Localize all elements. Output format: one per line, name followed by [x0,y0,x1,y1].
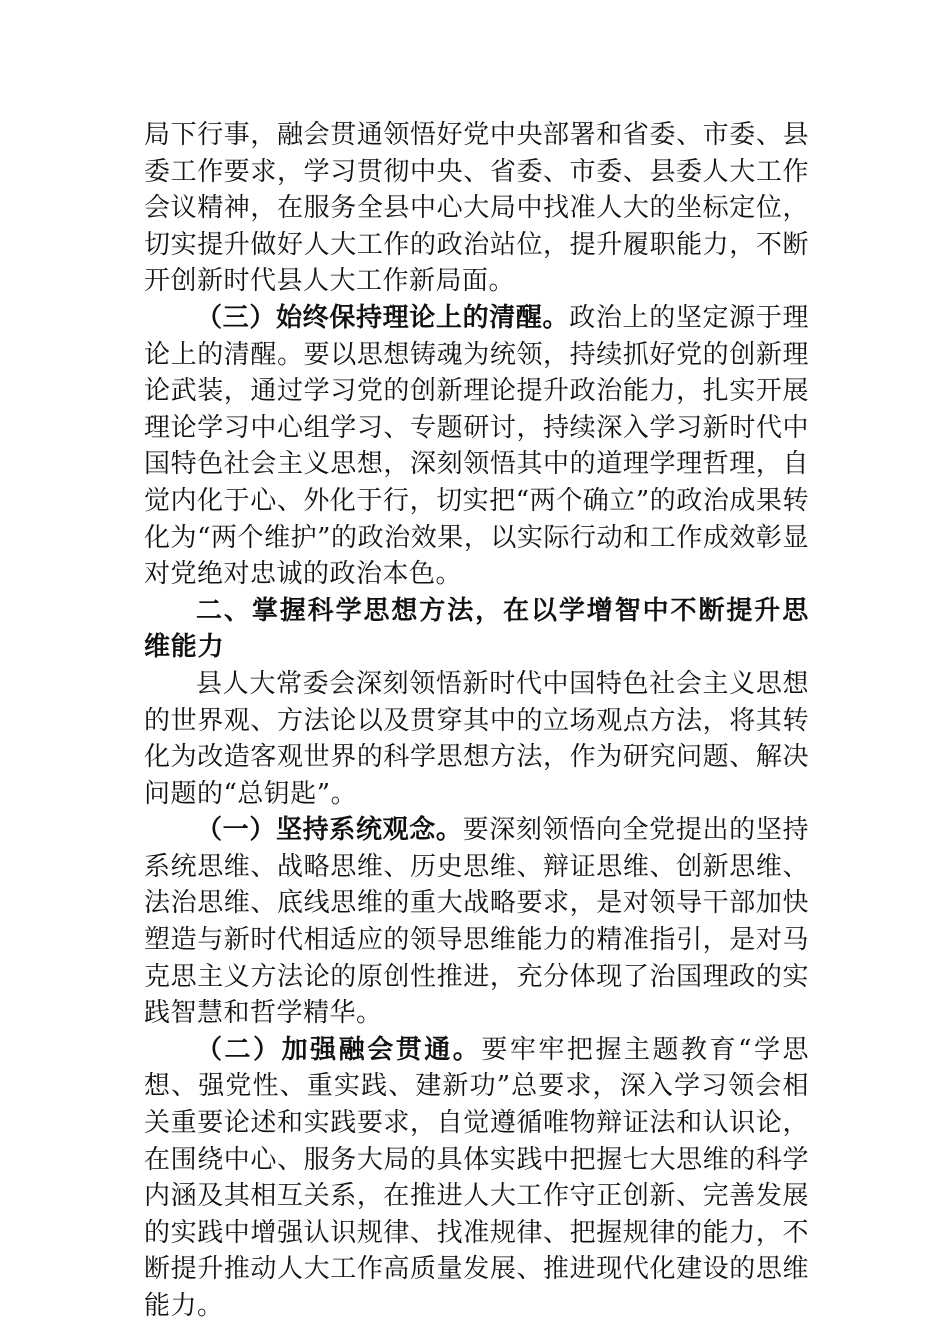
paragraph-body: 要牢牢把握主题教育“学思想、强党性、重实践、建新功”总要求，深入学习领会相关重要论述和实践要求，自觉遵循唯物辩证法和认识论，在围绕中心、服务大局的具体实践中把握七大思维的科学内涵及其相互关系，在推进人大工作守正创新、完善发展的实践中增强认识规律、找准规律、把握规律的能力，不断提升推动人大工作高质量发展、推进现代化建设的思维能力。 [144,1034,809,1321]
paragraph-integration [144,1032,809,1325]
section-heading: 二、掌握科学思想方法，在以学增智中不断提升思维能力 [144,595,809,663]
paragraph-body: 要深刻领悟向全党提出的坚持系统思维、战略思维、历史思维、辩证思维、创新思维、法治思维、底线思维的重大战略要求，是对领导干部加快塑造与新时代相适应的领导思维能力的精准指引，是对马克思主义方法论的原创性推进，充分体现了治国理政的实践智慧和哲学精华。 [144,815,809,1029]
subheading-theory-sobriety: （三）始终保持理论上的清醒。 [196,302,570,333]
paragraph-body: 政治上的坚定源于理论上的清醒。要以思想铸魂为统领，持续抓好党的创新理论武装，通过学习党的创新理论提升政治能力，扎实开展理论学习中心组学习、专题研讨，持续深入学习新时代中国特色社会主义思想，深刻领悟其中的道理学理哲理，自觉内化于心、外化于行，切实把“两个确立”的政治成果转化为“两个维护”的政治效果，以实际行动和工作成效彰显对党绝对忠诚的政治本色。 [144,302,809,590]
subheading-system-concept: （一）坚持系统观念。 [196,815,463,846]
document-page [144,117,809,1325]
paragraph-theory-sobriety [144,300,809,593]
subheading-integration: （二）加强融会贯通。 [196,1034,482,1065]
paragraph-continued: 局下行事，融会贯通领悟好党中央部署和省委、市委、县委工作要求，学习贯彻中央、省委、市委、县委人大工作会议精神，在服务全县中心大局中找准人大的坐标定位，切实提升做好人大工作的政治站位，提升履职能力，不断开创新时代县人大工作新局面。 [144,120,809,297]
paragraph-intro: 县人大常委会深刻领悟新时代中国特色社会主义思想的世界观、方法论以及贯穿其中的立场观点方法，将其转化为改造客观世界的科学思想方法，作为研究问题、解决问题的“总钥匙”。 [144,668,809,809]
paragraph-system-concept [144,812,809,1032]
